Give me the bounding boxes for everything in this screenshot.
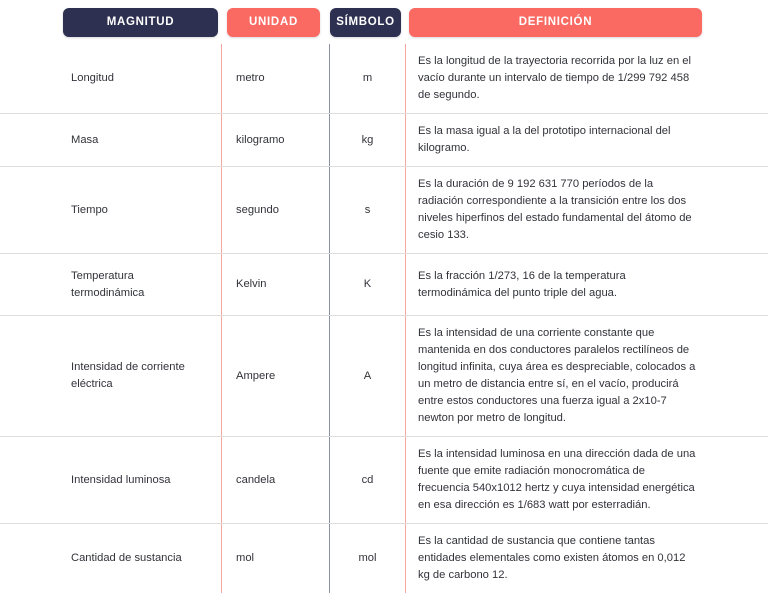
definicion-text: Es la fracción 1/273, 16 de la temperatura termodinámica del punto triple del agua. <box>418 269 626 299</box>
cell-magnitud: Tiempo <box>71 203 108 216</box>
definicion-text: Es la duración de 9 192 631 770 períodos de la radiación correspondiente a la transición entre los dos niveles hiperfinos del estado fundamental del átomo de cesio 133. <box>418 178 692 242</box>
cell-unidad: kilogramo <box>221 114 329 166</box>
cell-magnitud: Cantidad de sustancia <box>71 552 182 565</box>
cell-unidad: metro <box>221 44 329 113</box>
table-row <box>0 44 768 114</box>
cell-magnitud: Temperatura termodinámica <box>71 269 145 299</box>
column-header-definicion: DEFINICIÓN <box>409 8 702 37</box>
cell-simbolo: m <box>329 44 405 113</box>
cell-simbolo: s <box>329 167 405 253</box>
cell-simbolo: cd <box>329 437 405 523</box>
cell-unidad: Ampere <box>221 316 329 436</box>
cell-definicion <box>405 254 705 315</box>
cell-unidad: segundo <box>221 167 329 253</box>
column-header-magnitud: MAGNITUD <box>63 8 218 37</box>
cell-simbolo: K <box>329 254 405 315</box>
cell-magnitud: Masa <box>71 133 99 146</box>
table-row <box>0 437 768 524</box>
cell-definicion <box>405 316 705 436</box>
cell-magnitud: Longitud <box>71 72 114 85</box>
definicion-text: Es la longitud de la trayectoria recorrida por la luz en el vacío durante un intervalo de tiempo de 1/299 792 458 de segundo. <box>418 55 691 102</box>
table-row <box>0 524 768 593</box>
table-header-row <box>0 0 768 44</box>
table-row <box>0 114 768 167</box>
cell-magnitud: Intensidad de corriente eléctrica <box>71 361 185 391</box>
cell-simbolo: mol <box>329 524 405 593</box>
table-body <box>0 44 768 593</box>
column-header-simbolo: SÍMBOLO <box>330 8 401 37</box>
definicion-text: Es la masa igual a la del prototipo internacional del kilogramo. <box>418 125 671 155</box>
table-row <box>0 316 768 437</box>
table-row <box>0 254 768 316</box>
cell-magnitud: Intensidad luminosa <box>71 473 171 486</box>
cell-definicion <box>405 437 705 523</box>
cell-unidad: Kelvin <box>221 254 329 315</box>
cell-unidad: candela <box>221 437 329 523</box>
cell-definicion <box>405 524 705 593</box>
definicion-text: Es la cantidad de sustancia que contiene tantas entidades elementales como existen átomos en 0,012 kg de carbono 12. <box>418 535 686 582</box>
cell-definicion <box>405 114 705 166</box>
cell-definicion <box>405 167 705 253</box>
column-header-unidad: UNIDAD <box>227 8 320 37</box>
definicion-text: Es la intensidad de una corriente constante que mantenida en dos conductores paralelos rectilíneos de longitud infinita, cuya área es despreciable, colocados a un metro de distancia entre sí, en el vacío, producirá entre estos conductores una fuerza igual a 2x10-7 newton por metro de longitud. <box>418 327 696 425</box>
cell-unidad: mol <box>221 524 329 593</box>
cell-definicion <box>405 44 705 113</box>
definicion-text: Es la intensidad luminosa en una dirección dada de una fuente que emite radiación monocromática de frecuencia 540x1012 hertz y cuya intensidad energética en esa dirección es 1/683 watt por esterradián. <box>418 448 696 512</box>
table-row <box>0 167 768 254</box>
cell-simbolo: kg <box>329 114 405 166</box>
cell-simbolo: A <box>329 316 405 436</box>
